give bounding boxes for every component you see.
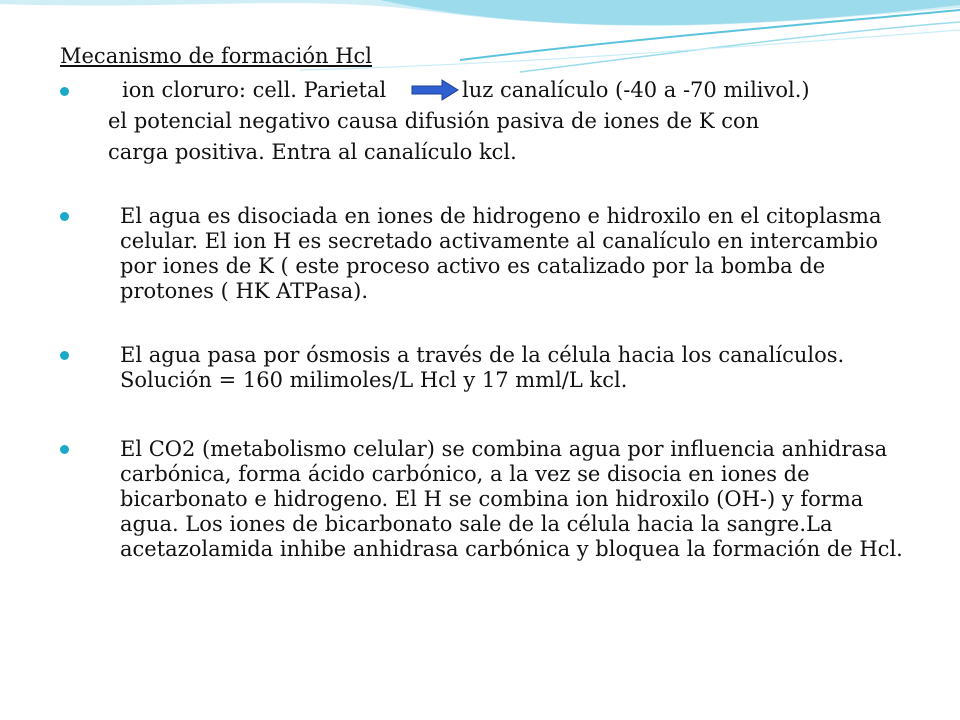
header-wave-decoration (0, 0, 960, 80)
bullet1-part-a: ion cloruro: cell. Parietal (122, 78, 387, 102)
bullet-dot-icon (60, 212, 69, 221)
bullet3-text: El agua pasa por ósmosis a través de la célula hacia los canalículos. Solución = 160 milimoles/L Hcl y 17 mml/L kcl. (120, 343, 845, 392)
bullet-dot-icon (60, 87, 69, 96)
bullet1-line2: el potencial negativo causa difusión pasiva de iones de K con (108, 109, 760, 133)
bullet1-line3: carga positiva. Entra al canalículo kcl. (108, 140, 517, 164)
bullet2-text: El agua es disociada en iones de hidrogeno e hidroxilo en el citoplasma celular. El ion H es secretado activamente al canalículo en intercambio por iones de K ( este proceso activo es catalizado por la bomba de protones ( HK ATPasa). (120, 204, 882, 303)
bullet-dot-icon (60, 445, 69, 454)
slide-title: Mecanismo de formación Hcl (60, 44, 373, 68)
right-arrow-icon (410, 79, 460, 101)
bullet1-part-b: luz canalículo (-40 a -70 milivol.) (462, 78, 810, 102)
bullet4-text: El CO2 (metabolismo celular) se combina agua por influencia anhidrasa carbónica, forma ácido carbónico, a la vez se disocia en iones de bicarbonato e hidrogeno. El H se combina ion hidroxilo (OH-) y forma agua. Los iones de bicarbonato sale de la célula hacia la sangre.La acetazolamida inhibe anhidrasa carbónica y bloquea la formación de Hcl. (120, 437, 903, 561)
bullet-dot-icon (60, 351, 69, 360)
